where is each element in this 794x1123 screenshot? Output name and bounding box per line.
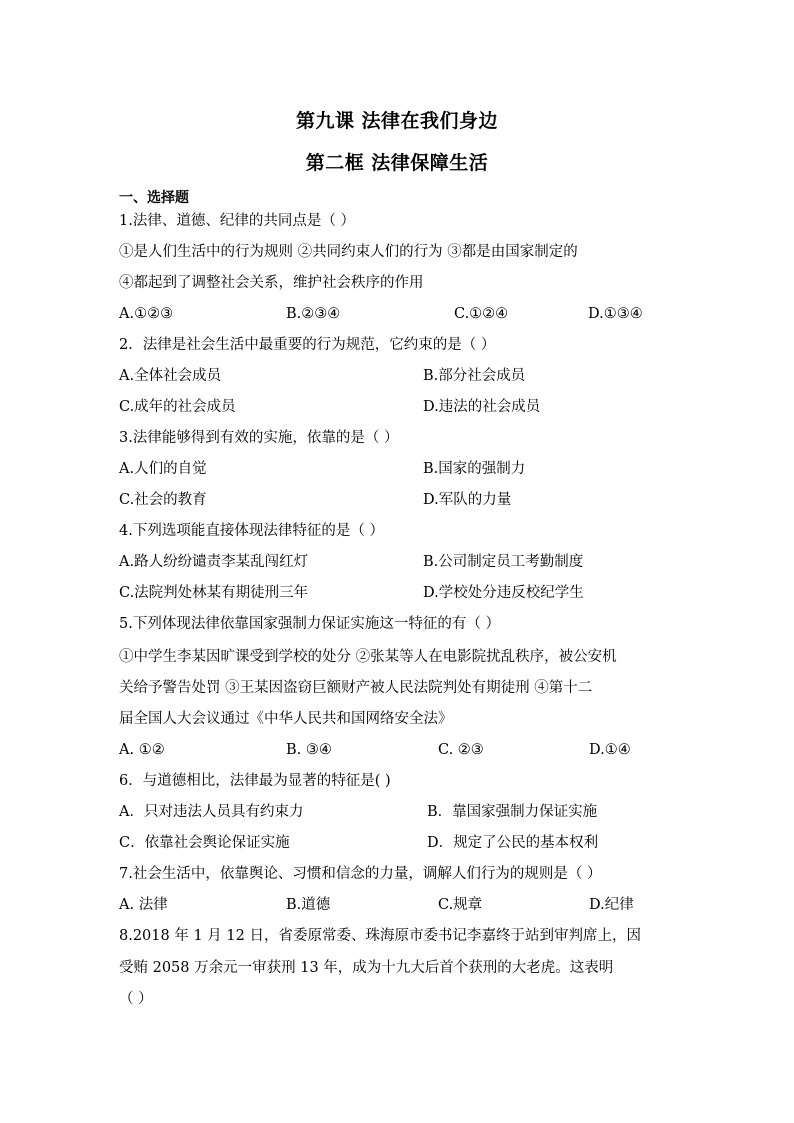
question-5-option-d: D.①④ <box>589 742 631 758</box>
question-4-option-a: A.路人纷纷谴责李某乱闯红灯 <box>119 554 309 570</box>
question-6-option-d: D．规定了公民的基本权利 <box>427 835 599 851</box>
question-1-option-d: D.①③④ <box>588 306 643 322</box>
question-5-statements: 届全国人大会议通过《中华人民共和国网络安全法》 <box>119 711 453 727</box>
question-7-option-d: D.纪律 <box>589 897 634 913</box>
question-6-stem: 6．与道德相比，法律最为显著的特征是( ) <box>119 773 391 789</box>
question-3-option-d: D.军队的力量 <box>423 492 512 508</box>
question-3-option-b: B.国家的强制力 <box>423 461 526 477</box>
question-2-option-b: B.部分社会成员 <box>423 368 526 384</box>
page-subtitle: 第二框 法律保障生活 <box>305 152 489 174</box>
question-1-stem: 1.法律、道德、纪律的共同点是（ ） <box>119 213 355 229</box>
question-4-option-c: C.法院判处林某有期徒刑三年 <box>119 585 309 601</box>
question-6-option-b: B．靠国家强制力保证实施 <box>427 804 598 820</box>
question-7-option-a: A. 法律 <box>119 897 168 913</box>
question-1-option-b: B.②③④ <box>286 306 341 322</box>
question-3-option-a: A.人们的自觉 <box>119 461 207 477</box>
question-2-stem: 2．法律是社会生活中最重要的行为规范，它约束的是（ ） <box>119 337 496 353</box>
question-6-option-c: C．依靠社会舆论保证实施 <box>119 835 290 851</box>
question-1-statements: ①是人们生活中的行为规则 ②共同约束人们的行为 ③都是由国家制定的 <box>119 244 578 260</box>
question-2-option-c: C.成年的社会成员 <box>119 399 236 415</box>
question-2-option-a: A.全体社会成员 <box>119 368 222 384</box>
question-5-option-c: C. ②③ <box>438 742 484 758</box>
question-1-option-a: A.①②③ <box>119 306 174 322</box>
question-5-option-b: B. ③④ <box>286 742 332 758</box>
question-1-statements: ④都起到了调整社会关系，维护社会秩序的作用 <box>119 275 424 291</box>
question-6-option-a: A．只对违法人员具有约束力 <box>119 804 304 820</box>
section-heading: 一、选择题 <box>119 190 189 206</box>
question-5-option-a: A. ①② <box>119 742 165 758</box>
question-4-option-b: B.公司制定员工考勤制度 <box>423 554 584 570</box>
question-3-option-c: C.社会的教育 <box>119 492 207 508</box>
question-8-blank: （ ） <box>119 991 153 1007</box>
question-7-option-c: C.规章 <box>438 897 483 913</box>
question-4-stem: 4.下列选项能直接体现法律特征的是（ ） <box>119 523 384 539</box>
question-7-option-b: B.道德 <box>286 897 331 913</box>
page-title: 第九课 法律在我们身边 <box>295 110 499 132</box>
question-5-stem: 5.下列体现法律依靠国家强制力保证实施这一特征的有（ ） <box>119 616 500 632</box>
question-5-statements: 关给予警告处罚 ③王某因盗窃巨额财产被人民法院判处有期徒刑 ④第十二 <box>119 680 593 696</box>
question-7-stem: 7.社会生活中，依靠舆论、习惯和信念的力量，调解人们行为的规则是（ ） <box>119 866 602 882</box>
question-8-stem: 8.2018 年 1 月 12 日，省委原常委、珠海原市委书记李嘉终于站到审判席上，因 <box>119 928 641 944</box>
question-3-stem: 3.法律能够得到有效的实施，依靠的是（ ） <box>119 430 399 446</box>
question-5-statements: ①中学生李某因旷课受到学校的处分 ②张某等人在电影院扰乱秩序，被公安机 <box>119 649 617 665</box>
question-2-option-d: D.违法的社会成员 <box>423 399 541 415</box>
question-1-option-c: C.①②④ <box>454 306 509 322</box>
question-8-stem: 受贿 2058 万余元一审获刑 13 年，成为十九大后首个获刑的大老虎。这表明 <box>119 960 614 976</box>
question-4-option-d: D.学校处分违反校纪学生 <box>423 585 584 601</box>
